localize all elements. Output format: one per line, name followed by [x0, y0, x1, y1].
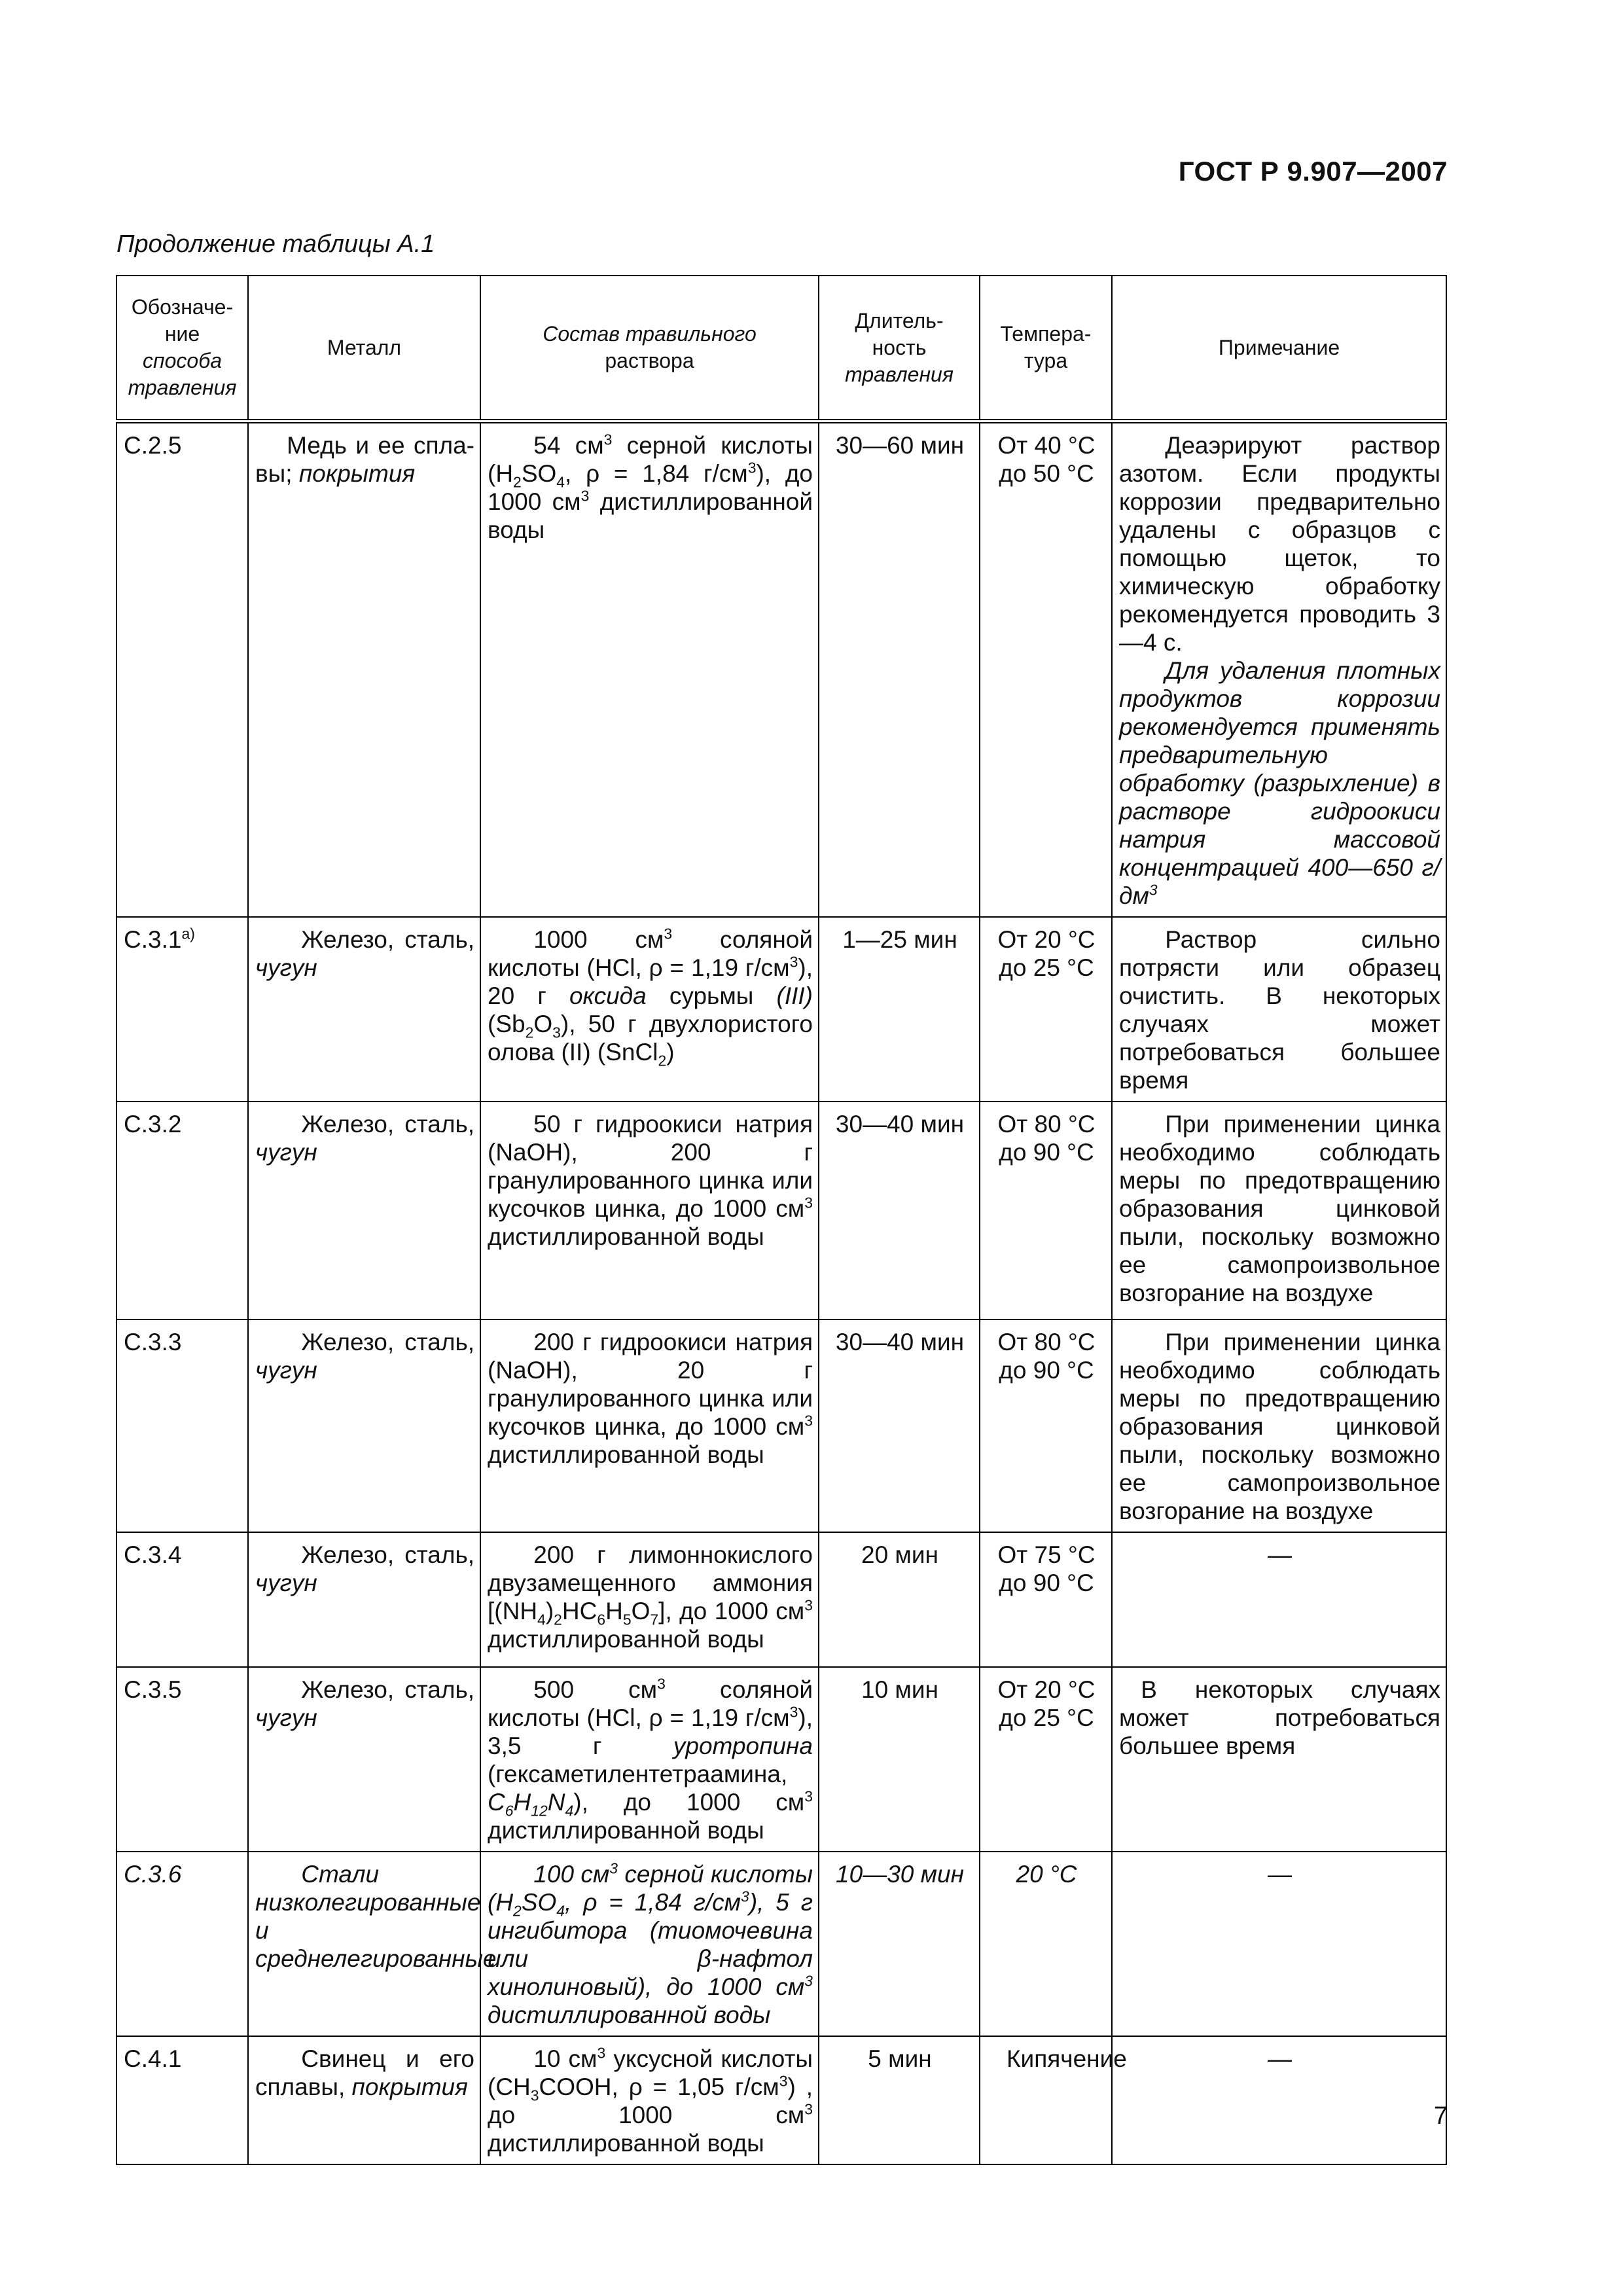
- cell-note: Раствор сильно потрясти или образец очистить. В некоторых случаях может потребоваться большее время: [1112, 917, 1446, 1102]
- cell-metal: Железо, сталь, чугун: [248, 1102, 480, 1319]
- cell-temperature: От 20 °С до 25 °С: [980, 1667, 1112, 1852]
- cell-metal: Железо, сталь, чугун: [248, 1667, 480, 1852]
- header-note: Примечание: [1112, 276, 1446, 422]
- cell-composition: 50 г гидроокиси натрия (NaOH), 200 г гранулированного цинка или кусочков цинка, до 1000 $см^3$ дистиллированной воды: [480, 1102, 819, 1319]
- cell-duration: 30—60 мин: [819, 422, 980, 918]
- cell-duration: 5 мин: [819, 2036, 980, 2164]
- cell-metal: Железо, сталь, чугун: [248, 1319, 480, 1532]
- cell-metal: Железо, сталь, чугун: [248, 1532, 480, 1667]
- cell-composition: 100 $см^3$ серной кислоты ($H_2SO_4$, ρ = 1,84 $г/см^3$), 5 г ингибитора (тиомочевина или β-нафтол хинолиновый), до 1000 $см^3$ дистиллированной воды: [480, 1852, 819, 2036]
- document-header-standard: ГОСТ Р 9.907—2007: [1178, 156, 1448, 187]
- cell-metal: Стали низколегированные и среднелегированные: [248, 1852, 480, 2036]
- cell-note: —: [1112, 1532, 1446, 1667]
- table-row: [116, 1102, 1446, 1319]
- cell-note: При применении цинка необходимо соблюдать меры по предотвращению образования цинковой пыли, поскольку возможно ее самопроизвольное возгорание на воздухе: [1112, 1319, 1446, 1532]
- cell-composition: 1000 $см^3$ соляной кислоты (HCl, ρ = 1,19 $г/см^3$), 20 г оксида сурьмы (III) $(Sb_2O_3)$, 50 г двухлористого олова (II) (SnCl$_2$): [480, 917, 819, 1102]
- cell-code: С.3.2: [116, 1102, 248, 1319]
- header-metal: Металл: [248, 276, 480, 422]
- cell-duration: 30—40 мин: [819, 1319, 980, 1532]
- cell-temperature: От 80 °С до 90 °С: [980, 1102, 1112, 1319]
- cell-duration: 30—40 мин: [819, 1102, 980, 1319]
- table-row: [116, 1667, 1446, 1852]
- table-row: [116, 1852, 1446, 2036]
- cell-note: В некоторых случаях может потребоваться большее время: [1112, 1667, 1446, 1852]
- page-number: 7: [1433, 2102, 1448, 2130]
- cell-temperature: От 75 °С до 90 °С: [980, 1532, 1112, 1667]
- table-row: [116, 2036, 1446, 2164]
- cell-composition: 54 $см^3$ серной кислоты ($H_2SO_4$, ρ = 1,84 $г/см^3$), до 1000 $см^3$ дистиллированной воды: [480, 422, 819, 918]
- header-designation: Обозначе- ние способа травления: [116, 276, 248, 422]
- cell-temperature: От 40 °С до 50 °С: [980, 422, 1112, 918]
- table-row: [116, 1532, 1446, 1667]
- table-row: [116, 1319, 1446, 1532]
- cell-code: С.2.5: [116, 422, 248, 918]
- cell-code: С.4.1: [116, 2036, 248, 2164]
- table-row: [116, 422, 1446, 918]
- etching-table: [116, 275, 1447, 2165]
- cell-metal: Железо, сталь, чугун: [248, 917, 480, 1102]
- table-header-row: [116, 276, 1446, 422]
- table-row: [116, 917, 1446, 1102]
- cell-note: При применении цинка необходимо соблюдать меры по предотвращению образования цинковой пыли, поскольку возможно ее самопроизвольное возгорание на воздухе: [1112, 1102, 1446, 1319]
- cell-metal: Медь и ее спла-вы; покрытия: [248, 422, 480, 918]
- cell-metal: Свинец и его сплавы, покрытия: [248, 2036, 480, 2164]
- cell-temperature: 20 °С: [980, 1852, 1112, 2036]
- cell-code: С.3.3: [116, 1319, 248, 1532]
- cell-composition: 200 г гидроокиси натрия (NaOH), 20 г гранулированного цинка или кусочков цинка, до 1000 $см^3$ дистиллированной воды: [480, 1319, 819, 1532]
- header-temperature: Темпера- тура: [980, 276, 1112, 422]
- cell-temperature: От 20 °С до 25 °С: [980, 917, 1112, 1102]
- cell-note: —: [1112, 1852, 1446, 2036]
- cell-note: —: [1112, 2036, 1446, 2164]
- header-composition: Состав травильного раствора: [480, 276, 819, 422]
- cell-duration: 10 мин: [819, 1667, 980, 1852]
- cell-code: С.3.5: [116, 1667, 248, 1852]
- header-duration: Длитель- ность травления: [819, 276, 980, 422]
- table-caption: Продолжение таблицы А.1: [116, 230, 435, 258]
- cell-composition: 500 $см^3$ соляной кислоты (HCl, ρ = 1,19 $г/см^3$), 3,5 г уротропина (гексаметилентетраамина, $C_6H_{12}N_4$), до 1000 $см^3$ дистиллированной воды: [480, 1667, 819, 1852]
- cell-code: С.3.6: [116, 1852, 248, 2036]
- cell-composition: 10 $см^3$ уксусной кислоты ($CH_3COOH$, ρ = 1,05 $г/см^3$) , до 1000 $см^3$ дистиллированной воды: [480, 2036, 819, 2164]
- cell-note: Деаэрируют раствор азотом. Если продукты коррозии предварительно удалены с образцов с помощью щеток, то химическую обработку рекомендуется проводить 3—4 с. Для удаления плотных продуктов коррозии рекомендуется применять предварительную обработку (разрыхление) в растворе гидроокиси натрия массовой концентрацией 400—650 $г/дм^3$: [1112, 422, 1446, 918]
- cell-code: С.3.4: [116, 1532, 248, 1667]
- cell-code: $С.3.1^{а)}$: [116, 917, 248, 1102]
- cell-duration: 1—25 мин: [819, 917, 980, 1102]
- cell-temperature: Кипячение: [980, 2036, 1112, 2164]
- cell-temperature: От 80 °С до 90 °С: [980, 1319, 1112, 1532]
- cell-duration: 20 мин: [819, 1532, 980, 1667]
- cell-duration: 10—30 мин: [819, 1852, 980, 2036]
- cell-composition: 200 г лимоннокислого двузамещенного аммония $[(NH_4)_2HC_6H_5O_7]$, до 1000 $см^3$ дистиллированной воды: [480, 1532, 819, 1667]
